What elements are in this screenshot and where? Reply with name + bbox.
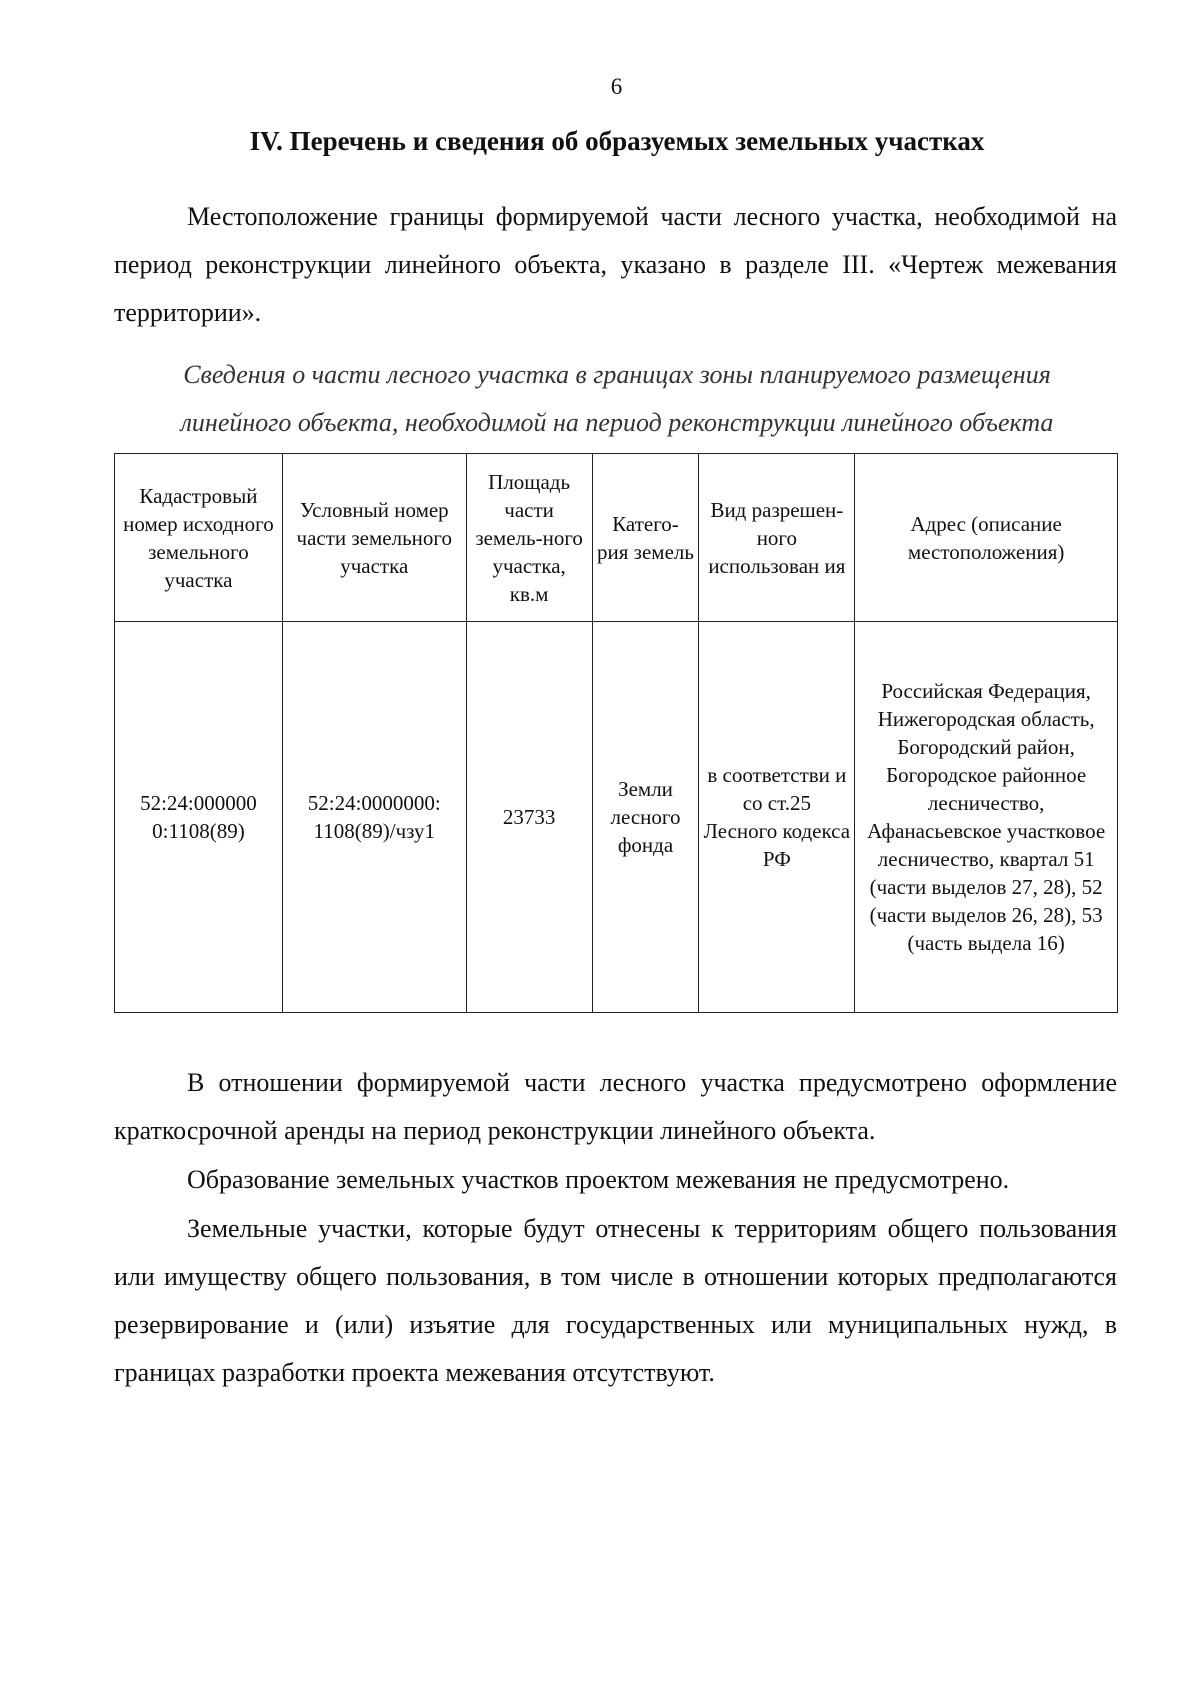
header-conditional-number: Условный номер части земельного участка bbox=[282, 454, 466, 622]
lease-paragraph: В отношении формируемой части лесного участка предусмотрено оформление краткосрочной аренды на период реконструкции линейного объекта. bbox=[114, 1068, 1117, 1145]
intro-paragraph: Местоположение границы формируемой части лесного участка, необходимой на период реконструкции линейного объекта, указано в разделе III. «Чертеж межевания территории». bbox=[114, 202, 1117, 327]
cell-permitted-use: в соответстви и со ст.25 Лесного кодекса РФ bbox=[699, 622, 855, 1013]
header-address: Адрес (описание местоположения) bbox=[855, 454, 1118, 622]
table-caption-line-2: линейного объекта, необходимой на период реконструкции линейного объекта bbox=[180, 408, 1054, 437]
cell-cadastral-number: 52:24:000000 0:1108(89) bbox=[115, 622, 283, 1013]
table-caption-line-1: Сведения о части лесного участка в границах зоны планируемого размещения bbox=[183, 360, 1051, 389]
land-plot-table bbox=[114, 453, 1118, 1013]
cell-address: Российская Федерация, Нижегородская область, Богородский район, Богородское районное лесничество, Афанасьевское участковое лесничество, квартал 51 (части выделов 27, 28), 52 (части выделов 26, 28), 53 (часть выдела 16) bbox=[855, 622, 1118, 1013]
header-land-category: Катего-рия земель bbox=[592, 454, 699, 622]
public-use-paragraph: Земельные участки, которые будут отнесены к территориям общего пользования или имуществу общего пользования, в том числе в отношении которых предполагаются резервирование и (или) изъятие для государственных или муниципальных нужд, в границах разработки проекта межевания отсутствуют. bbox=[114, 1214, 1117, 1387]
formation-paragraph: Образование земельных участков проектом межевания не предусмотрено. bbox=[187, 1165, 1010, 1194]
header-permitted-use: Вид разрешен-ного использован ия bbox=[699, 454, 855, 622]
cell-area: 23733 bbox=[466, 622, 592, 1013]
page-number: 6 bbox=[610, 74, 623, 99]
header-cadastral-number: Кадастровый номер исходного земельного участка bbox=[115, 454, 283, 622]
cell-land-category: Земли лесного фонда bbox=[592, 622, 699, 1013]
cell-conditional-number: 52:24:0000000: 1108(89)/чзу1 bbox=[282, 622, 466, 1013]
section-title: IV. Перечень и сведения об образуемых земельных участках bbox=[249, 126, 985, 156]
table-header-row bbox=[115, 454, 1118, 622]
table-caption bbox=[114, 351, 1120, 447]
header-area: Площадь части земель-ного участка, кв.м bbox=[466, 454, 592, 622]
table-row bbox=[115, 622, 1118, 1013]
